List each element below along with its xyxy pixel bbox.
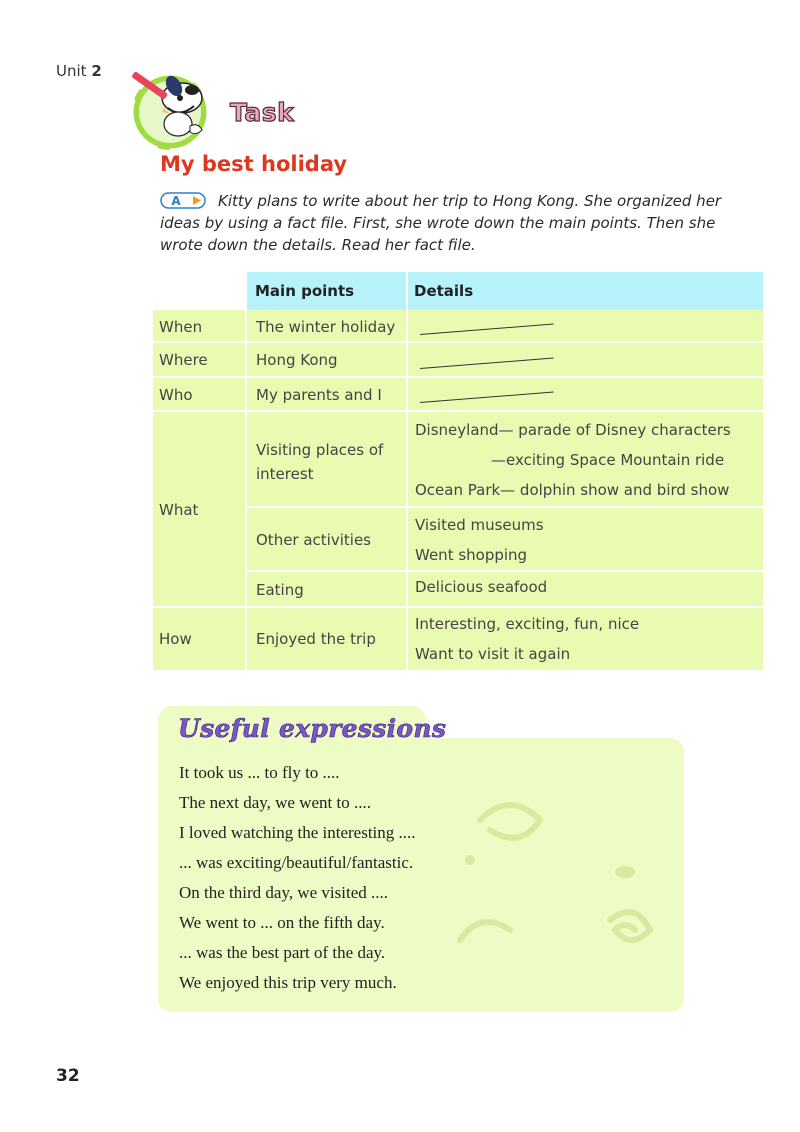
page-number: 32 bbox=[56, 1066, 80, 1086]
row-label-what: What bbox=[159, 501, 199, 519]
detail-space-mountain: —exciting Space Mountain ride bbox=[491, 451, 725, 469]
useful-expressions-title: Useful expressions bbox=[178, 714, 447, 743]
swirl-decoration-icon bbox=[440, 760, 680, 1000]
activity-badge-letter: A bbox=[171, 194, 181, 208]
useful-expressions-list bbox=[179, 762, 416, 1002]
detail-disneyland: Disneyland— parade of Disney characters bbox=[415, 421, 731, 439]
row-label-where: Where bbox=[159, 351, 208, 369]
list-item: We went to ... on the fifth day. bbox=[179, 913, 385, 932]
main-point-who: My parents and I bbox=[256, 386, 382, 404]
detail-museums: Visited museums bbox=[415, 516, 544, 534]
list-item: The next day, we went to .... bbox=[179, 793, 371, 812]
row-label-when: When bbox=[159, 318, 203, 336]
main-point-eating: Eating bbox=[256, 581, 304, 599]
list-item: On the third day, we visited .... bbox=[179, 883, 388, 902]
header-details: Details bbox=[408, 272, 763, 310]
list-item: ... was the best part of the day. bbox=[179, 943, 386, 962]
section-subtitle: My best holiday bbox=[160, 152, 348, 176]
dog-mascot-icon bbox=[124, 64, 224, 152]
detail-seafood: Delicious seafood bbox=[415, 578, 548, 596]
list-item: I loved watching the interesting .... bbox=[179, 823, 416, 842]
list-item: It took us ... to fly to .... bbox=[179, 763, 340, 782]
detail-how-adjectives: Interesting, exciting, fun, nice bbox=[415, 615, 640, 633]
row-label-how: How bbox=[159, 630, 192, 648]
list-item: ... was exciting/beautiful/fantastic. bbox=[179, 853, 414, 872]
detail-visit-again: Want to visit it again bbox=[415, 645, 571, 663]
row-label-who: Who bbox=[159, 386, 193, 404]
main-point-how: Enjoyed the trip bbox=[256, 630, 376, 648]
main-point-when: The winter holiday bbox=[256, 318, 396, 336]
main-point-other-activities: Other activities bbox=[256, 531, 371, 549]
main-point-where: Hong Kong bbox=[256, 351, 338, 369]
list-item: We enjoyed this trip very much. bbox=[179, 973, 397, 992]
instruction-text: Kitty plans to write about her trip to Hong Kong. She organized her ideas by using a fact file. First, she wrote down the main points. Then she wrote down the details. Read her fact file. bbox=[160, 192, 722, 254]
unit-label: Unit 2 bbox=[56, 62, 102, 80]
unit-number: 2 bbox=[91, 62, 102, 80]
detail-ocean-park: Ocean Park— dolphin show and bird show bbox=[415, 481, 730, 499]
main-point-visiting: Visiting places of interest bbox=[256, 441, 384, 483]
task-title: Task bbox=[230, 98, 295, 127]
detail-shopping: Went shopping bbox=[415, 546, 528, 564]
header-main-points: Main points bbox=[247, 272, 408, 310]
table-header-row bbox=[153, 272, 763, 310]
